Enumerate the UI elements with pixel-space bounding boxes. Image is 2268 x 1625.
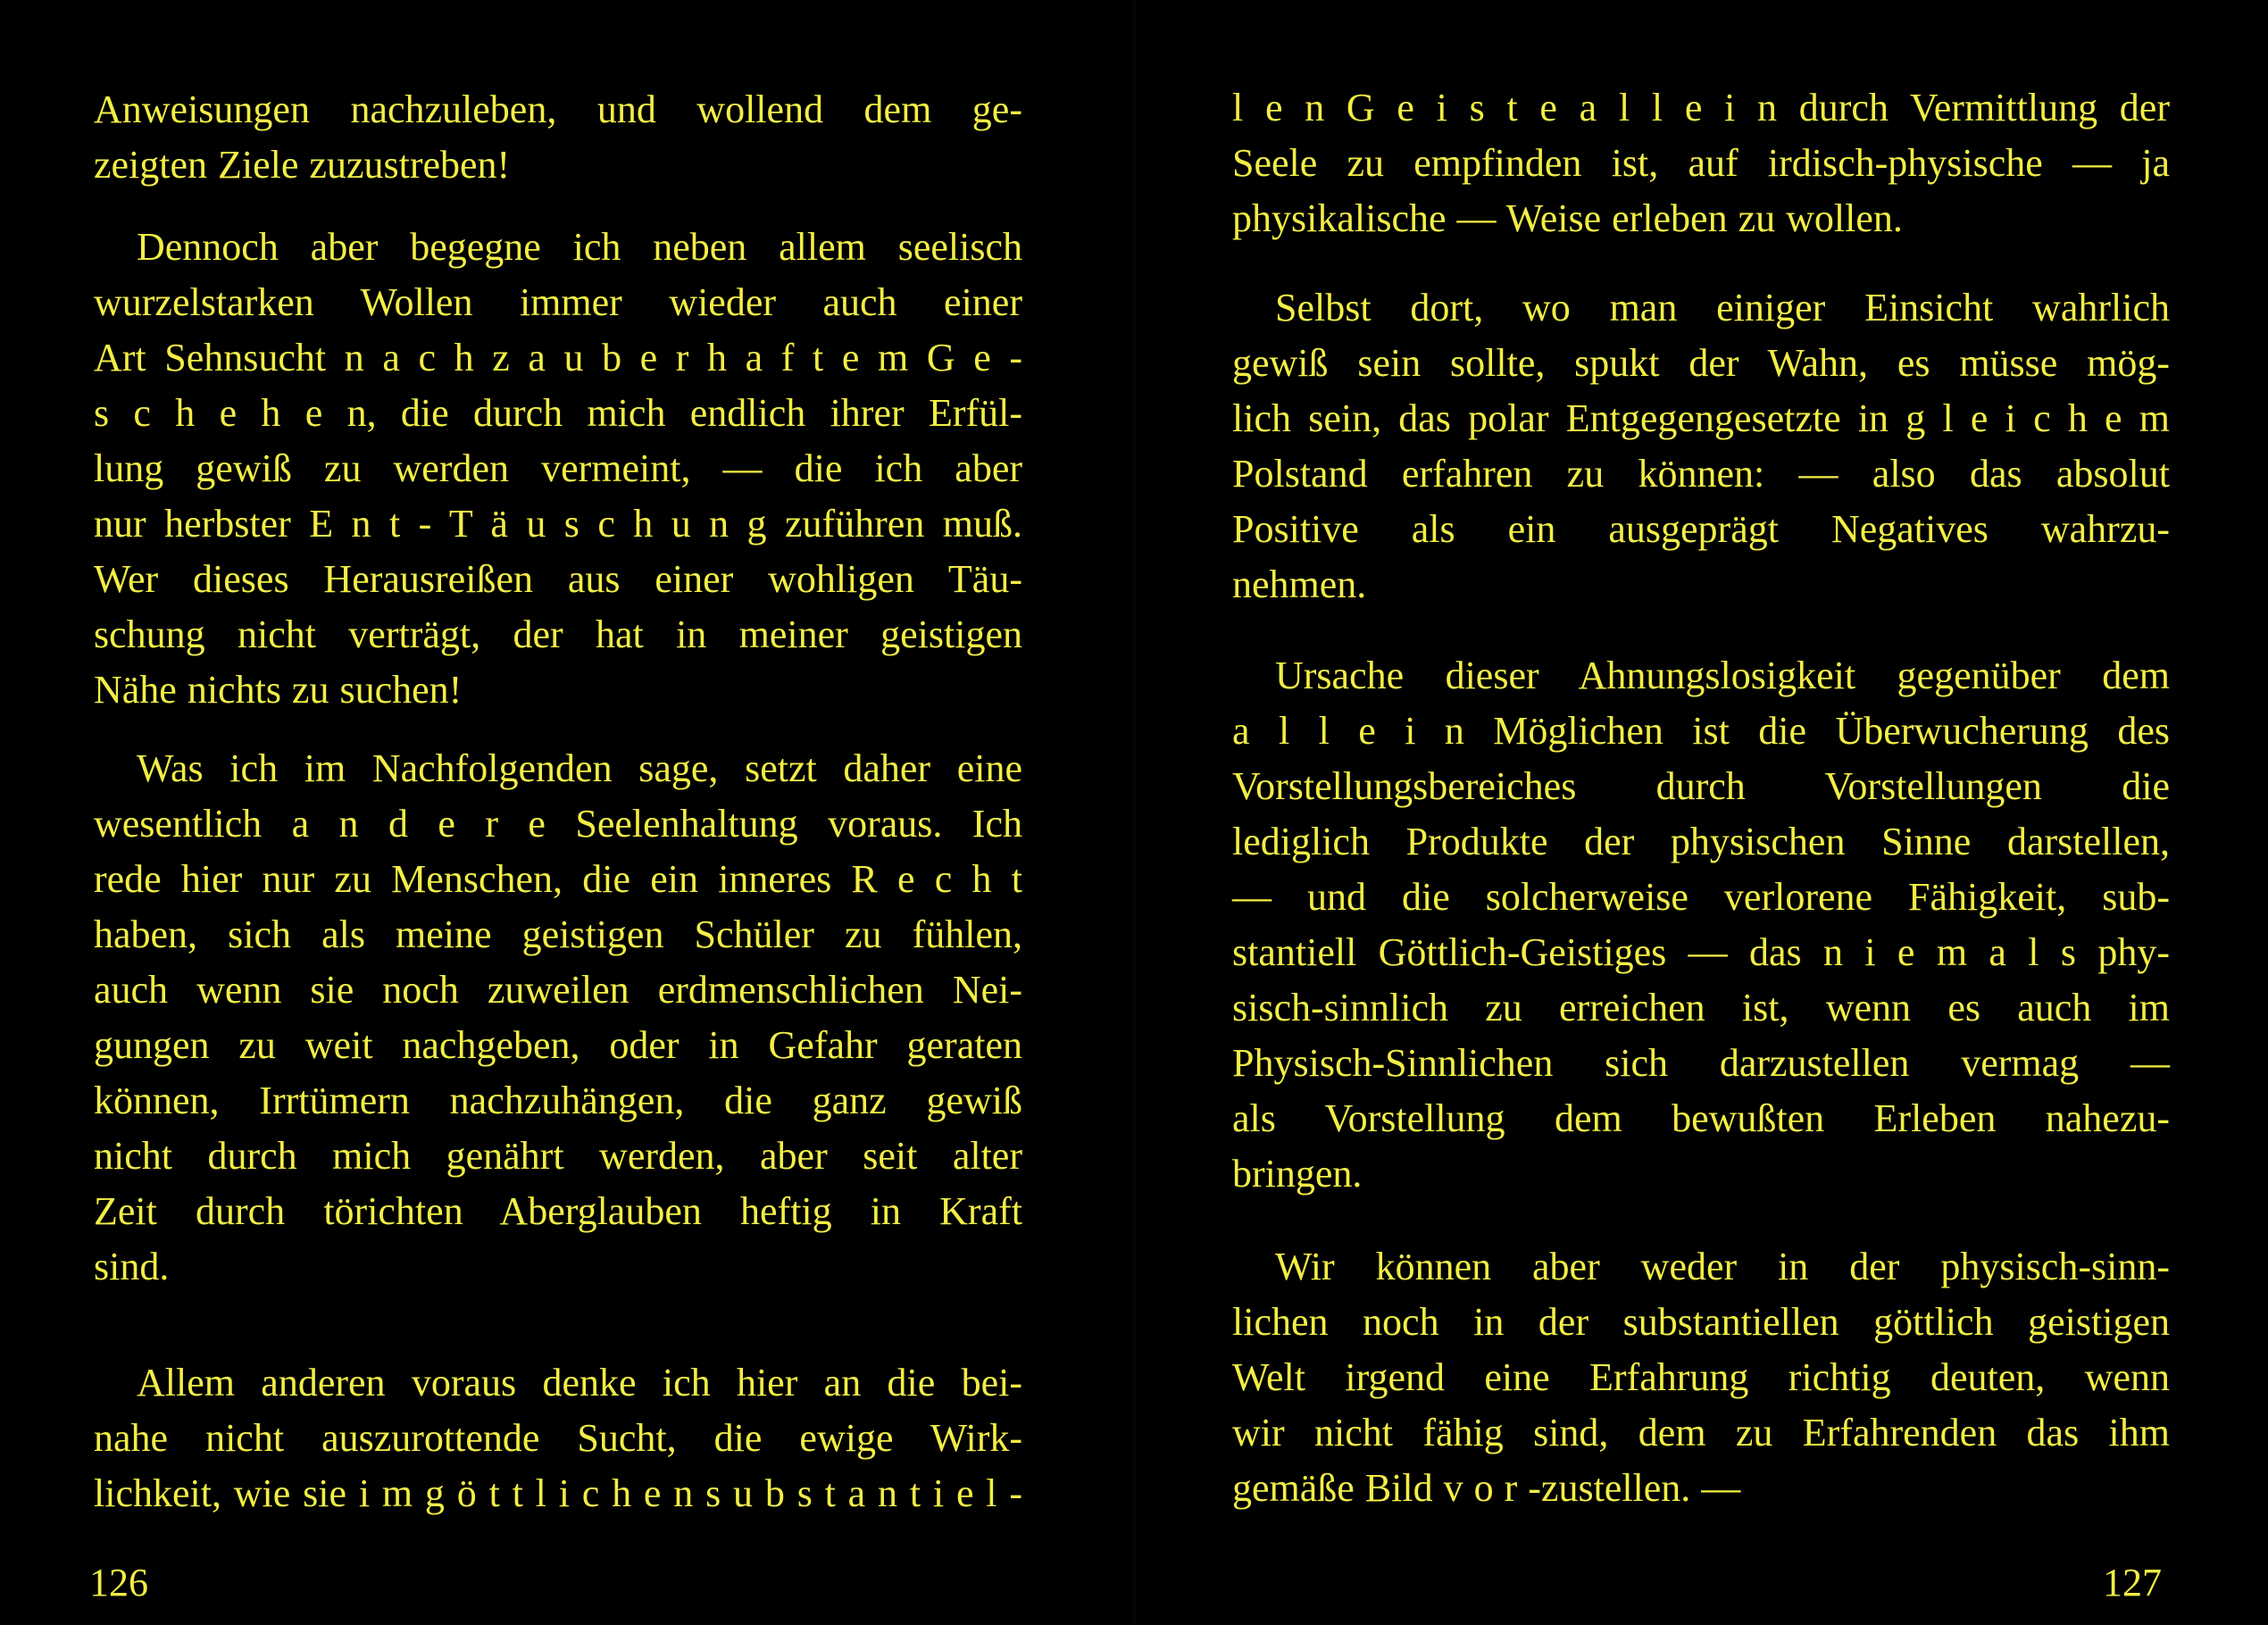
text-line: Positive als ein ausgeprägt Negatives wahrzu- [1232, 507, 2170, 551]
text-line: lichen noch in der substantiellen göttlich geistigen [1232, 1300, 2170, 1344]
text-line: nur herbster E n t - T ä u s c h u n g zuführen muß. [94, 502, 1022, 546]
text-line: Dennoch aber begegne ich neben allem seelisch [137, 225, 1022, 269]
text-line: a l l e i n Möglichen ist die Überwucherung des [1232, 709, 2170, 753]
text-line: Polstand erfahren zu können: — also das absolut [1232, 452, 2170, 496]
text-line: Welt irgend eine Erfahrung richtig deuten, wenn [1232, 1355, 2170, 1399]
text-line: lediglich Produkte der physischen Sinne darstellen, [1232, 820, 2170, 863]
paragraph [1232, 1239, 2170, 1516]
text-line: physikalische — Weise erleben zu wollen. [1232, 196, 1903, 240]
text-line: sisch-sinnlich zu erreichen ist, wenn es auch im [1232, 986, 2170, 1029]
paragraph-continuation [1232, 80, 2170, 246]
text-line: wir nicht fähig sind, dem zu Erfahrenden das ihm [1232, 1411, 2170, 1454]
text-line: Selbst dort, wo man einiger Einsicht wahrlich [1275, 286, 2170, 329]
text-line: rede hier nur zu Menschen, die ein inneres R e c h t [94, 857, 1022, 901]
text-line: gemäße Bild v o r -zustellen. — [1232, 1466, 1741, 1510]
text-line: schung nicht verträgt, der hat in meiner geistigen [94, 612, 1022, 656]
text-line: Seele zu empfinden ist, auf irdisch-physische — ja [1232, 141, 2170, 185]
paragraph [94, 741, 1022, 1295]
text-line: s c h e h e n, die durch mich endlich ihrer Erfül- [94, 391, 1022, 435]
text-line: auch wenn sie noch zuweilen erdmenschlichen Nei- [94, 968, 1022, 1012]
paragraph [1232, 280, 2170, 612]
paragraph [94, 1355, 1022, 1521]
text-line: Allem anderen voraus denke ich hier an die bei- [137, 1361, 1022, 1404]
text-line: nicht durch mich genährt werden, aber seit alter [94, 1134, 1022, 1178]
text-line: Wir können aber weder in der physisch-sinn- [1275, 1245, 2170, 1288]
text-line: bringen. [1232, 1152, 1363, 1196]
text-line: Wer dieses Herausreißen aus einer wohligen Täu- [94, 557, 1022, 601]
text-line: lich sein, das polar Entgegengesetzte in g l e i c h e m [1232, 396, 2170, 440]
text-line: Ursache dieser Ahnungslosigkeit gegenüber dem [1275, 654, 2170, 697]
text-line: lung gewiß zu werden vermeint, — die ich aber [94, 446, 1022, 490]
paragraph [94, 220, 1022, 718]
text-line: Zeit durch törichten Aberglauben heftig in Kraft [94, 1189, 1022, 1233]
text-line: nahe nicht auszurottende Sucht, die ewige Wirk- [94, 1416, 1022, 1460]
text-line: wurzelstarken Wollen immer wieder auch einer [94, 280, 1022, 324]
text-line: Art Sehnsucht n a c h z a u b e r h a f t e m G e - [94, 336, 1022, 379]
text-line: — und die solcherweise verlorene Fähigkeit, sub- [1232, 875, 2170, 919]
text-line: gungen zu weit nachgeben, oder in Gefahr geraten [94, 1023, 1022, 1067]
text-line: Physisch-Sinnlichen sich darzustellen vermag — [1232, 1041, 2170, 1085]
text-line: Vorstellungsbereiches durch Vorstellungen die [1232, 764, 2170, 808]
text-line: sind. [94, 1245, 170, 1288]
text-line: gewiß sein sollte, spukt der Wahn, es müsse mög- [1232, 341, 2170, 385]
text-line: lichkeit, wie sie i m g ö t t l i c h e n s u b s t a n t i e l - [94, 1471, 1022, 1515]
text-line: nehmen. [1232, 562, 1367, 606]
paragraph [1232, 648, 2170, 1202]
text-line: stantiell Göttlich-Geistiges — das n i e m a l s phy- [1232, 930, 2170, 974]
paragraph-continuation [94, 82, 1022, 193]
text-line: l e n G e i s t e a l l e i n durch Vermittlung der [1232, 86, 2170, 129]
page-number: 127 [2103, 1561, 2162, 1604]
text-line: Anweisungen nachzuleben, und wollend dem ge- [94, 88, 1022, 131]
text-line: zeigten Ziele zuzustreben! [94, 143, 511, 187]
text-line: können, Irrtümern nachzuhängen, die ganz gewiß [94, 1079, 1022, 1122]
text-line: wesentlich a n d e r e Seelenhaltung voraus. Ich [94, 802, 1022, 846]
text-line: haben, sich als meine geistigen Schüler zu fühlen, [94, 912, 1022, 956]
right-page [1134, 0, 2268, 1625]
text-line: als Vorstellung dem bewußten Erleben nahezu- [1232, 1096, 2170, 1140]
text-line: Nähe nichts zu suchen! [94, 668, 463, 712]
text-line: Was ich im Nachfolgenden sage, setzt daher eine [137, 746, 1022, 790]
page-number: 126 [89, 1561, 148, 1604]
